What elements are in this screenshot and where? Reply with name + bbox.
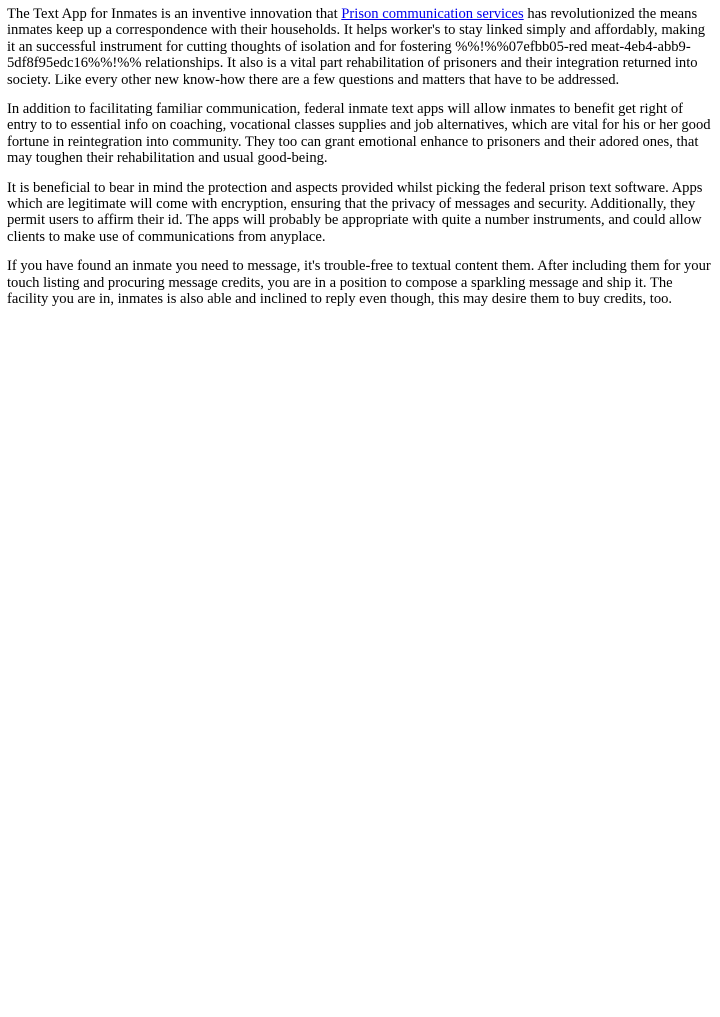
paragraph-1-rest: has revolutionized the means inmates keep up a correspondence with their households. It helps worker's to stay linked simply and affordably, making it an successful instrument for cutting thoughts of isolation and for fostering %%!%%07efbb05-red meat-4eb4-abb9-5df8f95edc16%%!%% relationships. It also is a vital part rehabilitation of prisoners and their integration returned into society. Like every other new know-how there are a few questions and matters that have to be addressed. — [7, 6, 706, 88]
paragraph-1 — [7, 6, 712, 88]
paragraph-4: If you have found an inmate you need to message, it's trouble-free to textual content them. After including them for your touch listing and procuring message credits, you are in a position to compose a sparkling message and ship it. The facility you are in, inmates is also able and inclined to reply even though, this may desire them to buy credits, too. — [7, 258, 711, 308]
prison-communication-link[interactable]: Prison communication services — [341, 6, 524, 22]
paragraph-1-intro: The Text App for Inmates is an inventive innovation that — [7, 6, 342, 22]
article-body — [0, 0, 720, 308]
paragraph-2: In addition to facilitating familiar communication, federal inmate text apps will allow inmates to benefit get right of entry to to essential info on coaching, vocational classes supplies and job alternatives, which are vital for his or her good fortune in reintegration into community. They too can grant emotional enhance to prisoners and their adored ones, that may toughen their rehabilitation and usual good-being. — [7, 101, 711, 167]
paragraph-3: It is beneficial to bear in mind the protection and aspects provided whilst picking the federal prison text software. Apps which are legitimate will come with encryption, ensuring that the privacy of messages and security. Additionally, they permit users to affirm their id. The apps will probably be appropriate with quite a number instruments, and could allow clients to make use of communications from anyplace. — [7, 179, 703, 245]
